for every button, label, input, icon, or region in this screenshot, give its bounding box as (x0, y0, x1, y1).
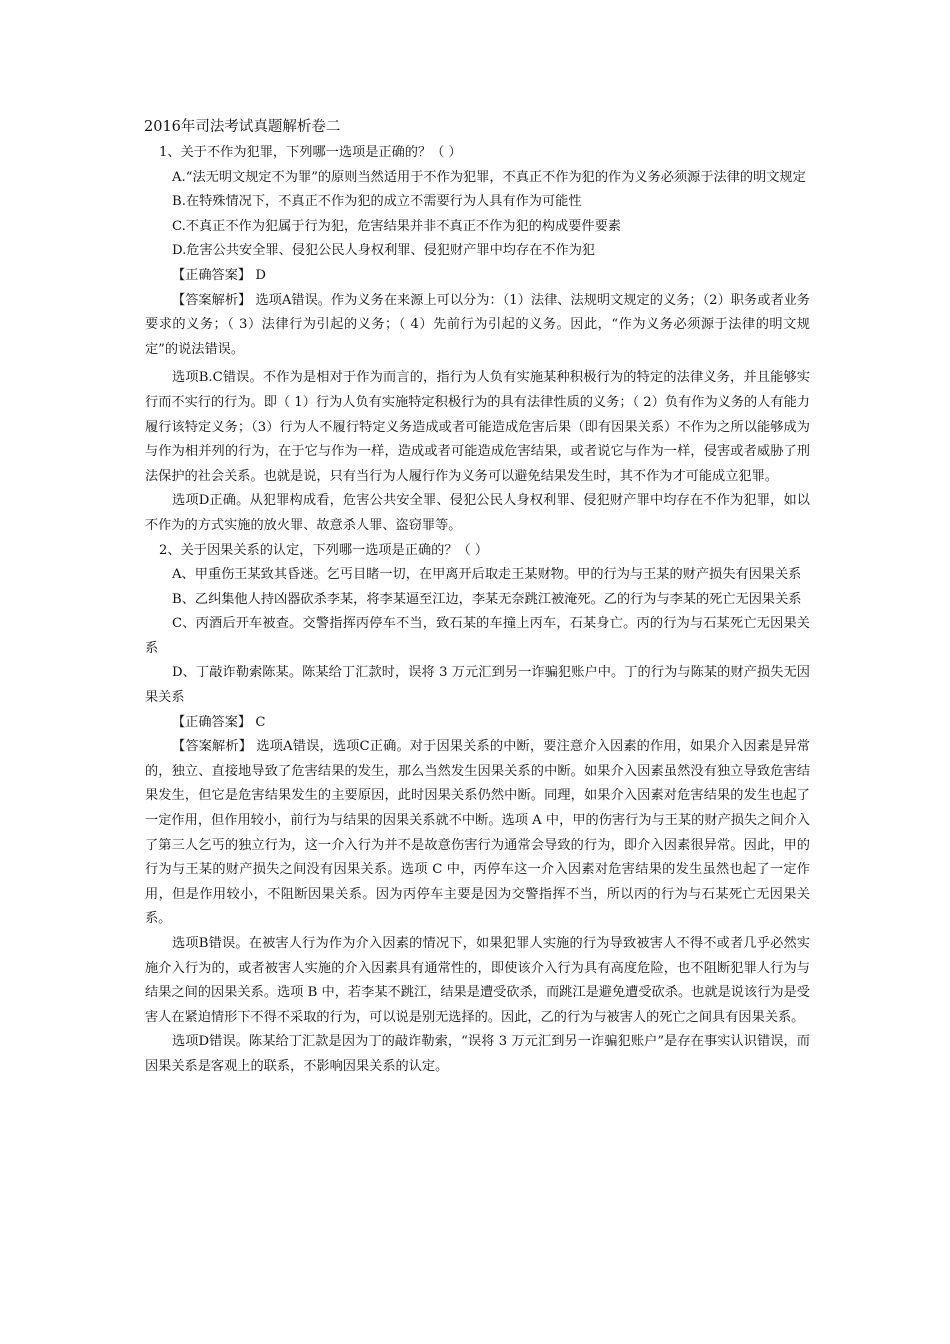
option-d: D、丁敲诈勒索陈某。陈某给丁汇款时，误将 3 万元汇到另一诈骗犯账户中。丁的行为与陈某的财产损失无因果关系 (145, 665, 810, 706)
correct-answer: 【正确答案】 D (172, 267, 266, 283)
analysis-paragraph: 选项B错误。在被害人行为作为介入因素的情况下，如果犯罪人实施的行为导致被害人不得不或者几乎必然实施介入行为的，或者被害人实施的介入因素具有通常性的，即使该介入行为具有高度危险，也不阻断犯罪人行为与结果之间的因果关系。选项 B 中，若李某不跳江，结果是遭受砍杀，而跳江是避免遭受砍杀。也就是说该行为是受害人在紧迫情形下不得不采取的行为，可以说是别无选择的。因此，乙的行为与被害人的死亡之间具有因果关系。 (145, 936, 810, 1025)
question-2 (145, 539, 810, 1080)
option-b: B、乙纠集他人持凶器砍杀李某，将李某逼至江边，李某无奈跳江被淹死。乙的行为与李某的死亡无因果关系 (172, 591, 802, 607)
correct-answer: 【正确答案】 C (172, 714, 266, 730)
analysis-paragraph: 选项B.C错误。不作为是相对于作为而言的，指行为人负有实施某种积极行为的特定的法律义务，并且能够实行而不实行的行为。即（ 1）行为人负有实施特定积极行为的具有法律性质的义务；（ 2）负有作为义务的人有能力履行该特定义务；（3）行为人不履行特定义务造成或者可能造成危害后果（即有因果关系）不作为之所以能够成为与作为相并列的行为，在于它与作为一样，造成或者可能造成危害结果，或者说它与作为一样，侵害或者威胁了刑法保护的社会关系。也就是说，只有当行为人履行作为义务可以避免结果发生时，其不作为才可能成立犯罪。 (145, 370, 810, 484)
question-stem: 2、关于因果关系的认定，下列哪一选项是正确的？（ ） (159, 542, 489, 558)
option-a: A、甲重伤王某致其昏迷。乞丐目睹一切，在甲离开后取走王某财物。甲的行为与王某的财产损失有因果关系 (172, 567, 802, 583)
question-1 (145, 141, 810, 539)
option-a: A.“法无明文规定不为罪”的原则当然适用于不作为犯罪，不真正不作为犯的作为义务必须源于法律的明文规定 (172, 169, 806, 185)
question-stem: 1、关于不作为犯罪，下列哪一选项是正确的？（ ） (159, 145, 462, 160)
analysis-paragraph: 【答案解析】 选项A错误，选项C正确。对于因果关系的中断，要注意介入因素的作用，如果介入因素是异常的，独立、直接地导致了危害结果的发生，那么当然发生因果关系的中断。如果介入因素虽然没有独立导致危害结果发生，但它是危害结果发生的主要原因，此时因果关系仍然中断。同理，如果介入因素对危害结果的发生也起了一定作用，但作用较小，前行为与结果的因果关系就不中断。选项 A 中，甲的伤害行为与王某的财产损失之间介入了第三人乞丐的独立行为，这一介入行为并不是故意伤害行为通常会导致的行为，即介入因素很异常。因此，甲的行为与王某的财产损失之间没有因果关系。选项 C 中，丙停车这一介入因素对危害结果的发生虽然也起了一定作用，但是作用较小，不阻断因果关系。因为丙停车主要是因为交警指挥不当，所以丙的行为与石某死亡无因果关系。 (145, 739, 810, 927)
document-title: 2016年司法考试真题解析卷二 (144, 119, 341, 135)
analysis-paragraph: 【答案解析】 选项A错误。作为义务在来源上可以分为：（1）法律、法规明文规定的义务；（2）职务或者业务要求的义务；（ 3）法律行为引起的义务；（ 4）先前行为引起的义务。因此，“作为义务必须源于法律的明文规定”的说法错误。 (145, 292, 810, 357)
analysis-paragraph: 选项D正确。从犯罪构成看，危害公共安全罪、侵犯公民人身权利罪、侵犯财产罪中均存在不作为犯罪，如以不作为的方式实施的放火罪、故意杀人罪、盗窃罪等。 (145, 493, 810, 533)
option-c: C.不真正不作为犯属于行为犯，危害结果并非不真正不作为犯的构成要件要素 (172, 218, 621, 234)
option-b: B.在特殊情况下，不真正不作为犯的成立不需要行为人具有作为可能性 (172, 194, 582, 210)
option-c: C、丙酒后开车被查。交警指挥丙停车不当，致石某的车撞上丙车，石某身亡。丙的行为与石某死亡无因果关系 (145, 616, 810, 656)
option-d: D.危害公共安全罪、侵犯公民人身权利罪、侵犯财产罪中均存在不作为犯 (172, 243, 596, 259)
document-body (145, 115, 810, 1080)
analysis-paragraph: 选项D错误。陈某给丁汇款是因为丁的敲诈勒索，“误将 3 万元汇到另一诈骗犯账户”是存在事实认识错误，而因果关系是客观上的联系，不影响因果关系的认定。 (145, 1034, 810, 1074)
